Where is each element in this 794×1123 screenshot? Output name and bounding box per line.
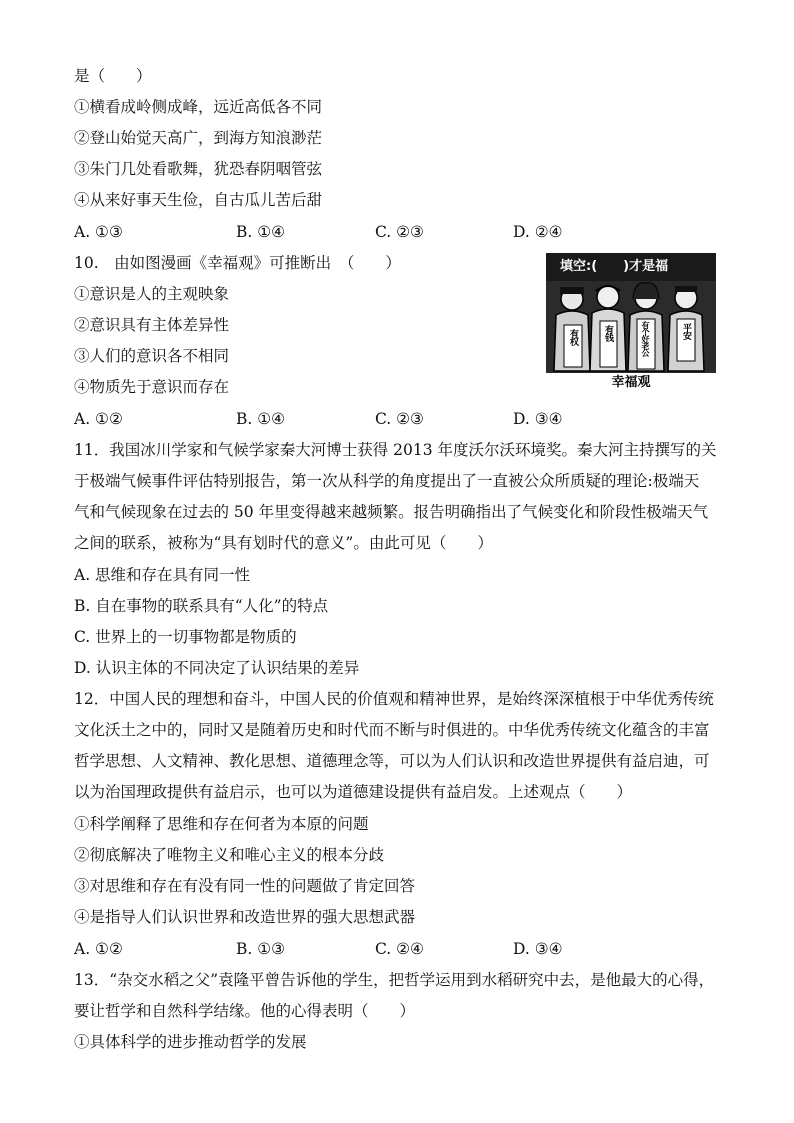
q12-choice-a: A. ①② [74, 940, 123, 958]
q9-option-2: ②登山始觉天高广，到海方知浪渺茫 [74, 129, 323, 147]
cartoon-sign-power: 有权 [568, 329, 578, 345]
q12-option-3: ③对思维和存在有没有同一性的问题做了肯定回答 [74, 877, 416, 895]
q11-line-4: 之间的联系，被称为“具有划时代的意义”。由此可见（ ） [74, 534, 493, 552]
q12-option-1: ①科学阐释了思维和存在何者为本原的问题 [74, 815, 369, 833]
happiness-cartoon [546, 253, 716, 393]
q10-choice-a: A. ①② [74, 410, 123, 428]
q9-stem-end: 是（ ） [74, 67, 152, 85]
q12-line-2: 文化沃土之中的，同时又是随着历史和时代而不断与时俱进的。中华优秀传统文化蕴含的丰富 [74, 721, 710, 739]
cartoon-sign-safe: 平安 [681, 323, 691, 339]
q9-option-1: ①横看成岭侧成峰，远近高低各不同 [74, 98, 323, 116]
q11-choice-a: A. 思维和存在具有同一性 [74, 566, 251, 584]
q11-line-3: 气和气候现象在过去的 50 年里变得越来越频繁。报告明确指出了气候变化和阶段性极端天气 [74, 503, 709, 521]
q13-line-1: 13．“杂交水稻之父”袁隆平曾告诉他的学生，把哲学运用到水稻研究中去，是他最大的心得， [74, 971, 715, 989]
q12-line-1: 12．中国人民的理想和奋斗，中国人民的价值观和精神世界，是始终深深植根于中华优秀传统 [74, 690, 714, 708]
q13-option-1: ①具体科学的进步推动哲学的发展 [74, 1033, 307, 1051]
q11-choice-c: C. 世界上的一切事物都是物质的 [74, 628, 297, 646]
q11-choice-b: B. 自在事物的联系具有“人化”的特点 [74, 597, 329, 615]
q9-choice-b: B. ①④ [236, 223, 286, 241]
q10-option-4: ④物质先于意识而存在 [74, 378, 230, 396]
q12-line-3: 哲学思想、人文精神、教化思想、道德理念等，可以为人们认识和改造世界提供有益启迪，可 [74, 752, 710, 770]
q9-choice-a: A. ①③ [74, 223, 123, 241]
cartoon-sign-money: 有钱 [603, 325, 613, 341]
q12-choice-d: D. ③④ [513, 940, 563, 958]
q10-choice-c: C. ②③ [375, 410, 424, 428]
cartoon-sign-husband: 有个好老公 [641, 321, 650, 356]
q11-line-2: 于极端气候事件评估特别报告，第一次从科学的角度提出了一直被公众所质疑的理论:极端天 [74, 472, 700, 490]
q12-choice-b: B. ①③ [236, 940, 286, 958]
q10-option-3: ③人们的意识各不相同 [74, 347, 230, 365]
q12-option-2: ②彻底解决了唯物主义和唯心主义的根本分歧 [74, 846, 385, 864]
q10-choice-d: D. ③④ [513, 410, 563, 428]
q9-choice-d: D. ②④ [513, 223, 563, 241]
q12-choice-c: C. ②④ [375, 940, 424, 958]
cartoon-caption: 幸福观 [611, 375, 651, 390]
cartoon-header: 填空:( )才是福 [560, 259, 669, 274]
q13-line-2: 要让哲学和自然科学结缘。他的心得表明（ ） [74, 1002, 416, 1020]
q10-option-1: ①意识是人的主观映象 [74, 285, 230, 303]
q11-choice-d: D. 认识主体的不同决定了认识结果的差异 [74, 659, 360, 677]
q9-option-3: ③朱门几处看歌舞，犹恐春阴咽管弦 [74, 160, 323, 178]
q12-option-4: ④是指导人们认识世界和改造世界的强大思想武器 [74, 908, 416, 926]
q10-option-2: ②意识具有主体差异性 [74, 316, 230, 334]
q9-option-4: ④从来好事天生俭，自古瓜儿苦后甜 [74, 191, 323, 209]
q12-line-4: 以为治国理政提供有益启示，也可以为道德建设提供有益启发。上述观点（ ） [74, 783, 633, 801]
q9-choice-c: C. ②③ [375, 223, 424, 241]
q10-stem: 10. 由如图漫画《幸福观》可推断出 （ ） [74, 254, 401, 272]
q10-choice-b: B. ①④ [236, 410, 286, 428]
q11-line-1: 11．我国冰川学家和气候学家秦大河博士获得 2013 年度沃尔沃环境奖。秦大河主持撰写的关 [74, 441, 717, 459]
